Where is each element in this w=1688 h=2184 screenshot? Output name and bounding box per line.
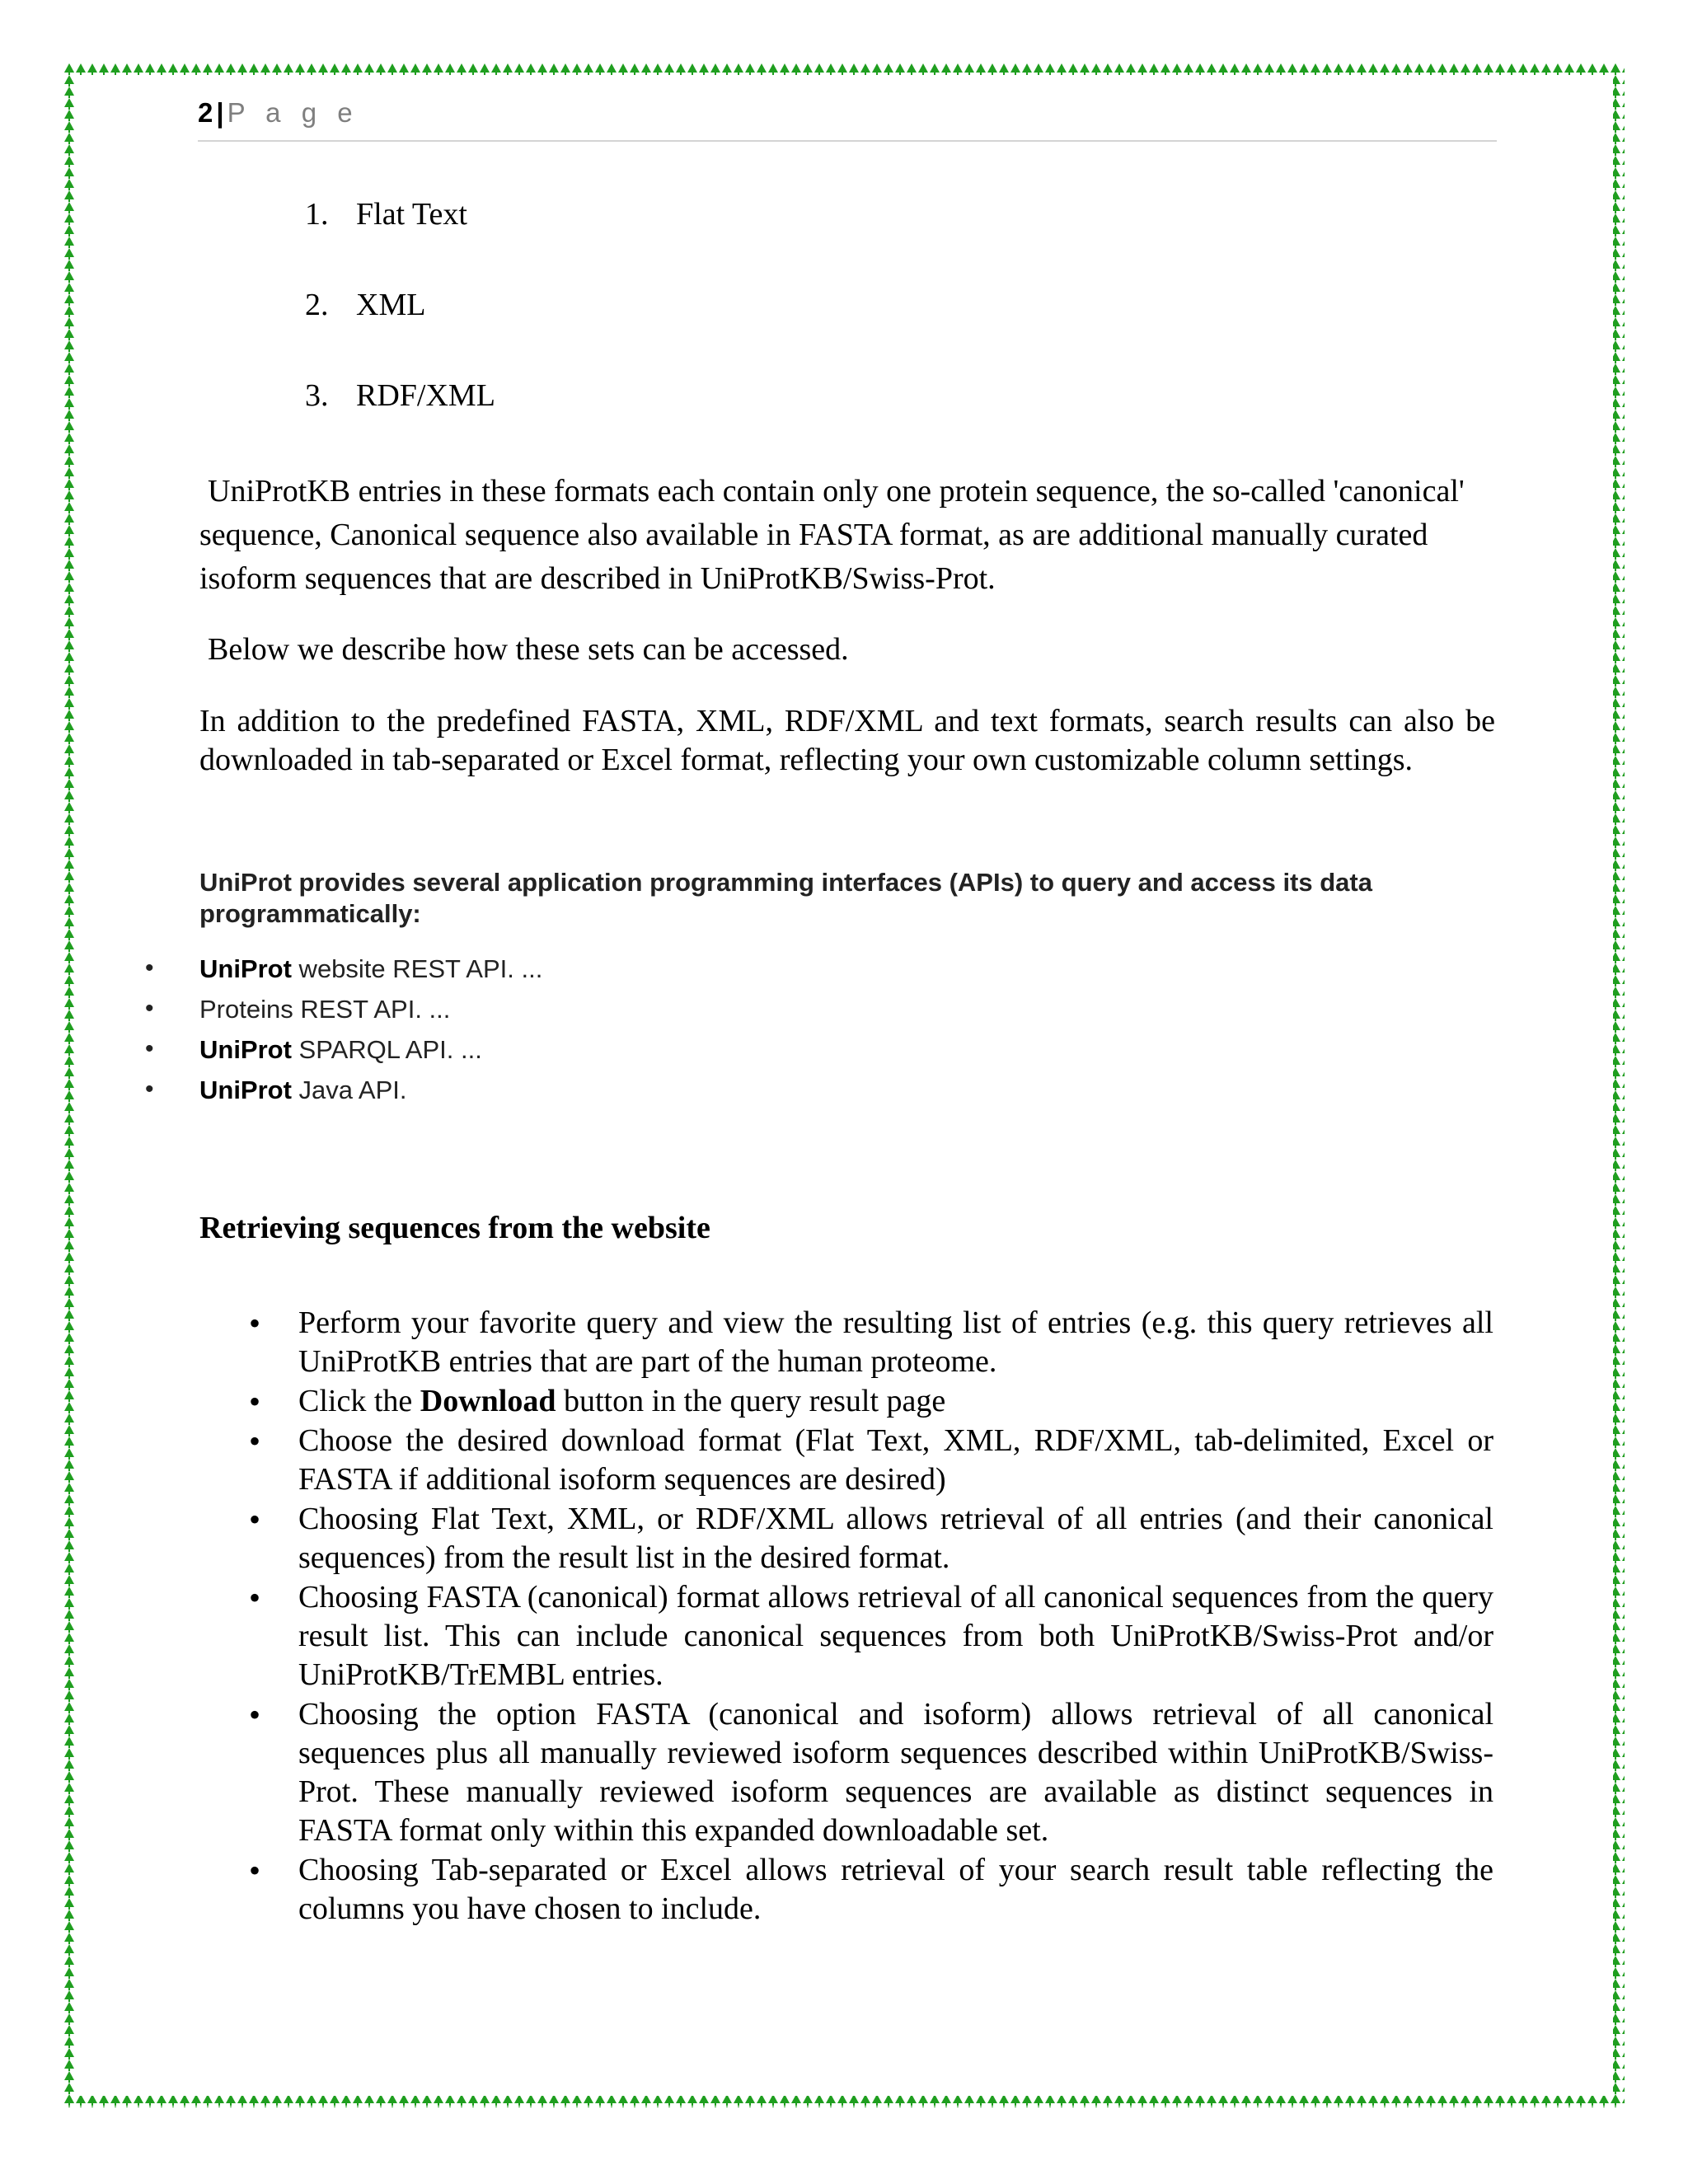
list-item: • UniProt Java API. [140, 1076, 542, 1116]
list-item: • Proteins REST API. ... [140, 995, 542, 1035]
list-item: • Choosing Tab-separated or Excel allows retrieval of your search result table reflecting the columns you have chosen to include. [247, 1851, 1493, 1929]
list-item: • Perform your favorite query and view the resulting list of entries (e.g. this query retrieves all UniProtKB entries that are part of the human proteome. [247, 1304, 1493, 1381]
intro-paragraph: UniProtKB entries in these formats each contain only one protein sequence, the so-called 'canonical' sequence, Canonical sequence also available in FASTA format, as are additional manually curated isoform sequences that are described in UniProtKB/Swiss-Prot. [199, 474, 1465, 596]
page-number: 2 [198, 97, 213, 128]
list-item: 1. Flat Text [305, 197, 467, 232]
header-separator: | [216, 97, 224, 128]
api-intro: UniProt provides several application programming interfaces (APIs) to query and access its data programmatically: [199, 868, 1372, 928]
list-item: • UniProt SPARQL API. ... [140, 1035, 542, 1076]
addition-paragraph: In addition to the predefined FASTA, XML, RDF/XML and text formats, search results can also be downloaded in tab-separated or Excel format, reflecting your own customizable column settings. [199, 704, 1495, 777]
list-item: • Choosing Flat Text, XML, or RDF/XML allows retrieval of all entries (and their canonical sequences) from the result list in the desired format. [247, 1500, 1493, 1577]
list-item: • Click the Download button in the query result page [247, 1382, 1493, 1421]
page-label: P a g e [227, 97, 359, 128]
list-item: 2. XML [305, 288, 426, 322]
list-item: • UniProt website REST API. ... [140, 954, 542, 995]
list-item: • Choose the desired download format (Flat Text, XML, RDF/XML, tab-delimited, Excel or FASTA if additional isoform sequences are desired) [247, 1422, 1493, 1499]
section-heading: Retrieving sequences from the website [199, 1211, 710, 1245]
api-list [140, 954, 542, 1116]
below-paragraph: Below we describe how these sets can be accessed. [208, 632, 849, 667]
list-item: • Choosing FASTA (canonical) format allows retrieval of all canonical sequences from the query result list. This can include canonical sequences from both UniProtKB/Swiss-Prot and/or UniProtKB/TrEMBL entries. [247, 1578, 1493, 1694]
formats-list [305, 196, 495, 468]
steps-list [247, 1304, 1493, 1929]
page-header [198, 97, 1497, 142]
list-item: • Choosing the option FASTA (canonical and isoform) allows retrieval of all canonical sequences plus all manually reviewed isoform sequences described within UniProtKB/Swiss-Prot. These manually reviewed isoform sequences are available as distinct sequences in FASTA format only within this expanded downloadable set. [247, 1695, 1493, 1850]
list-item: 3. RDF/XML [305, 378, 495, 413]
